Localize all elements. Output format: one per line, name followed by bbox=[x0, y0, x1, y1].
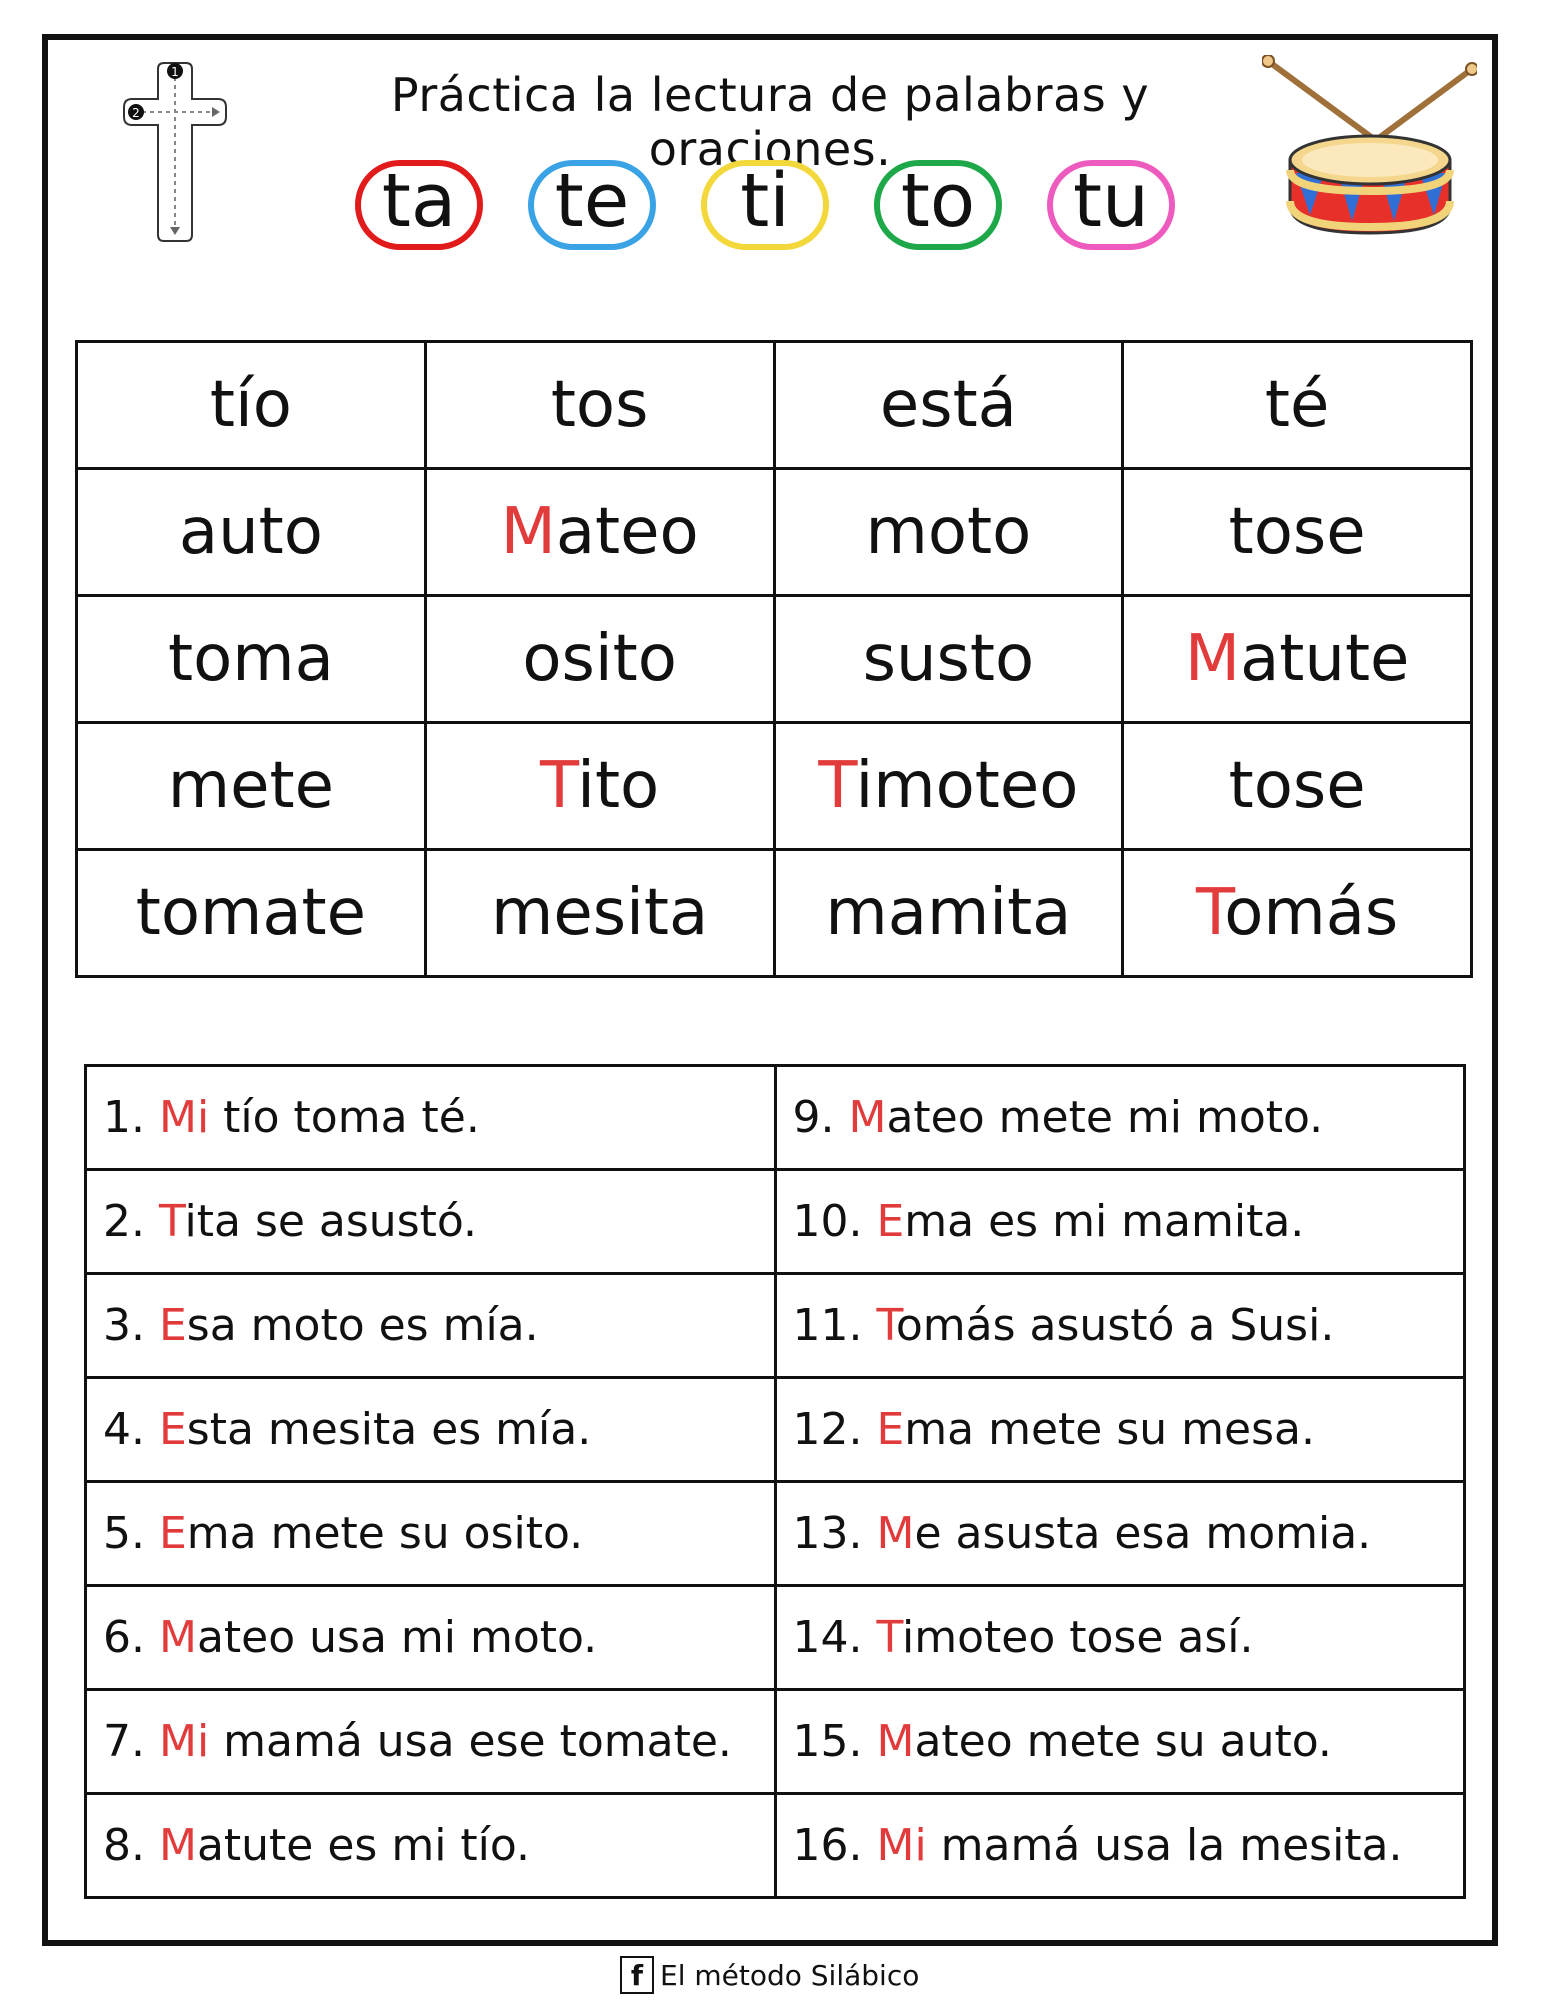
sentence-number: 11. bbox=[792, 1300, 863, 1351]
sentence-text: ita se asustó. bbox=[184, 1196, 478, 1247]
sentence-capital-letter: E bbox=[876, 1196, 905, 1247]
syllable-ta: ta bbox=[355, 160, 483, 250]
word-text: auto bbox=[178, 495, 323, 569]
sentence-number: 13. bbox=[792, 1508, 863, 1559]
sentence-capital-letter: Mi bbox=[158, 1092, 210, 1143]
sentence-cell bbox=[775, 1066, 1465, 1170]
word-cell bbox=[774, 723, 1123, 850]
sentence-capital-letter: T bbox=[876, 1612, 903, 1663]
sentence-capital-letter: E bbox=[158, 1404, 187, 1455]
sentence-capital-letter: M bbox=[158, 1820, 197, 1871]
word-text: tío bbox=[209, 368, 292, 442]
sentence-capital-letter: Mi bbox=[158, 1716, 210, 1767]
word-text: mete bbox=[167, 749, 334, 823]
word-text: tose bbox=[1228, 749, 1366, 823]
sentence-capital-letter: M bbox=[876, 1716, 915, 1767]
word-cell bbox=[77, 850, 426, 977]
sentence-number: 4. bbox=[103, 1404, 145, 1455]
sentence-cell bbox=[86, 1482, 776, 1586]
syllable-te: te bbox=[528, 160, 656, 250]
sentence-number: 9. bbox=[792, 1092, 835, 1143]
sentence-number: 6. bbox=[103, 1612, 145, 1663]
syllable-to: to bbox=[874, 160, 1002, 250]
sentence-number: 16. bbox=[792, 1820, 863, 1871]
sentence-number: 15. bbox=[792, 1716, 863, 1767]
sentence-cell bbox=[86, 1378, 776, 1482]
sentence-number: 14. bbox=[792, 1612, 863, 1663]
word-row bbox=[77, 469, 1472, 596]
word-row bbox=[77, 850, 1472, 977]
sentence-cell bbox=[775, 1482, 1465, 1586]
sentence-cell bbox=[775, 1794, 1465, 1898]
word-text: susto bbox=[862, 622, 1035, 696]
word-text: mesita bbox=[491, 876, 709, 950]
word-cell bbox=[425, 723, 774, 850]
word-capital-letter: T bbox=[540, 749, 578, 823]
sentence-cell bbox=[775, 1274, 1465, 1378]
sentence-text: ateo mete su auto. bbox=[914, 1716, 1332, 1767]
word-cell bbox=[77, 469, 426, 596]
word-text: tomate bbox=[135, 876, 367, 950]
sentence-capital-letter: E bbox=[158, 1300, 187, 1351]
sentence-number: 10. bbox=[792, 1196, 863, 1247]
syllable-ti: ti bbox=[701, 160, 829, 250]
sentence-text: imoteo tose así. bbox=[902, 1612, 1254, 1663]
word-cell bbox=[1123, 469, 1472, 596]
letter-t-stroke-guide-icon bbox=[120, 55, 235, 245]
word-cell bbox=[425, 596, 774, 723]
word-text: osito bbox=[522, 622, 677, 696]
drum-icon bbox=[1262, 55, 1477, 240]
sentence-cell bbox=[775, 1690, 1465, 1794]
footer-credit bbox=[620, 1954, 919, 1996]
sentence-text: sta mesita es mía. bbox=[186, 1404, 592, 1455]
word-text: atute bbox=[1240, 622, 1410, 696]
sentence-text: mamá usa ese tomate. bbox=[209, 1716, 732, 1767]
sentence-capital-letter: E bbox=[876, 1404, 905, 1455]
syllable-row bbox=[355, 160, 1175, 260]
sentence-row bbox=[86, 1690, 1465, 1794]
word-row bbox=[77, 723, 1472, 850]
word-row bbox=[77, 342, 1472, 469]
word-text: moto bbox=[865, 495, 1032, 569]
sentence-capital-letter: T bbox=[876, 1300, 896, 1351]
sentence-number: 12. bbox=[792, 1404, 863, 1455]
word-text: tose bbox=[1228, 495, 1366, 569]
sentence-text: ateo mete mi moto. bbox=[886, 1092, 1324, 1143]
word-row bbox=[77, 596, 1472, 723]
word-cell bbox=[774, 342, 1123, 469]
word-cell bbox=[77, 723, 426, 850]
sentence-number: 8. bbox=[103, 1820, 145, 1871]
word-text: toma bbox=[167, 622, 334, 696]
sentence-capital-letter: M bbox=[876, 1508, 915, 1559]
word-cell bbox=[425, 850, 774, 977]
word-cell bbox=[77, 342, 426, 469]
word-cell bbox=[1123, 723, 1472, 850]
sentence-text: tío toma té. bbox=[209, 1092, 480, 1143]
sentence-text: ma es mi mamita. bbox=[904, 1196, 1305, 1247]
word-cell bbox=[774, 850, 1123, 977]
facebook-icon: f bbox=[620, 1956, 654, 1994]
sentence-text: sa moto es mía. bbox=[186, 1300, 539, 1351]
stroke-step-1-label: 1 bbox=[171, 65, 179, 79]
sentence-capital-letter: Mi bbox=[876, 1820, 927, 1871]
word-cell bbox=[425, 342, 774, 469]
sentence-cell bbox=[775, 1170, 1465, 1274]
sentence-row bbox=[86, 1274, 1465, 1378]
sentence-row bbox=[86, 1482, 1465, 1586]
word-text: té bbox=[1264, 368, 1330, 442]
word-cell bbox=[425, 469, 774, 596]
word-text: ateo bbox=[555, 495, 699, 569]
sentence-cell bbox=[775, 1586, 1465, 1690]
word-capital-letter: M bbox=[1184, 622, 1241, 696]
sentence-number: 5. bbox=[103, 1508, 145, 1559]
word-cell bbox=[1123, 596, 1472, 723]
sentence-text: atute es mi tío. bbox=[196, 1820, 531, 1871]
word-cell bbox=[1123, 342, 1472, 469]
sentence-cell bbox=[86, 1690, 776, 1794]
sentence-capital-letter: T bbox=[158, 1196, 185, 1247]
sentence-list bbox=[84, 1064, 1466, 1899]
sentence-capital-letter: M bbox=[848, 1092, 887, 1143]
sentence-row bbox=[86, 1586, 1465, 1690]
sentence-text: e asusta esa momia. bbox=[914, 1508, 1372, 1559]
word-text: ito bbox=[577, 749, 660, 823]
sentence-text: omás asustó a Susi. bbox=[895, 1300, 1335, 1351]
stroke-step-2-label: 2 bbox=[132, 106, 140, 120]
sentence-cell bbox=[86, 1066, 776, 1170]
sentence-number: 2. bbox=[103, 1196, 145, 1247]
sentence-text: ateo usa mi moto. bbox=[196, 1612, 598, 1663]
word-capital-letter: T bbox=[1195, 876, 1225, 950]
sentence-text: mamá usa la mesita. bbox=[926, 1820, 1403, 1871]
sentence-number: 1. bbox=[103, 1092, 145, 1143]
sentence-text: ma mete su mesa. bbox=[904, 1404, 1315, 1455]
word-cell bbox=[77, 596, 426, 723]
word-text: está bbox=[879, 368, 1017, 442]
word-cell bbox=[774, 596, 1123, 723]
sentence-capital-letter: M bbox=[158, 1612, 197, 1663]
footer-text: El método Silábico bbox=[660, 1958, 920, 1992]
word-cell bbox=[774, 469, 1123, 596]
sentence-capital-letter: E bbox=[158, 1508, 187, 1559]
sentence-cell bbox=[86, 1274, 776, 1378]
sentence-text: ma mete su osito. bbox=[186, 1508, 584, 1559]
word-text: omás bbox=[1224, 876, 1399, 950]
word-text: tos bbox=[550, 368, 649, 442]
sentence-number: 7. bbox=[103, 1716, 145, 1767]
sentence-cell bbox=[86, 1794, 776, 1898]
sentence-row bbox=[86, 1378, 1465, 1482]
sentence-row bbox=[86, 1066, 1465, 1170]
word-capital-letter: M bbox=[500, 495, 556, 569]
page-title: Práctica la lectura de palabras y oraciones. bbox=[390, 68, 1150, 176]
sentence-row bbox=[86, 1794, 1465, 1898]
sentence-cell bbox=[86, 1586, 776, 1690]
word-capital-letter: T bbox=[818, 749, 856, 823]
sentence-number: 3. bbox=[103, 1300, 145, 1351]
syllable-tu: tu bbox=[1047, 160, 1175, 250]
sentence-row bbox=[86, 1170, 1465, 1274]
word-grid bbox=[75, 340, 1473, 978]
word-cell bbox=[1123, 850, 1472, 977]
word-text: imoteo bbox=[855, 749, 1079, 823]
sentence-cell bbox=[775, 1378, 1465, 1482]
sentence-cell bbox=[86, 1170, 776, 1274]
word-text: mamita bbox=[825, 876, 1072, 950]
